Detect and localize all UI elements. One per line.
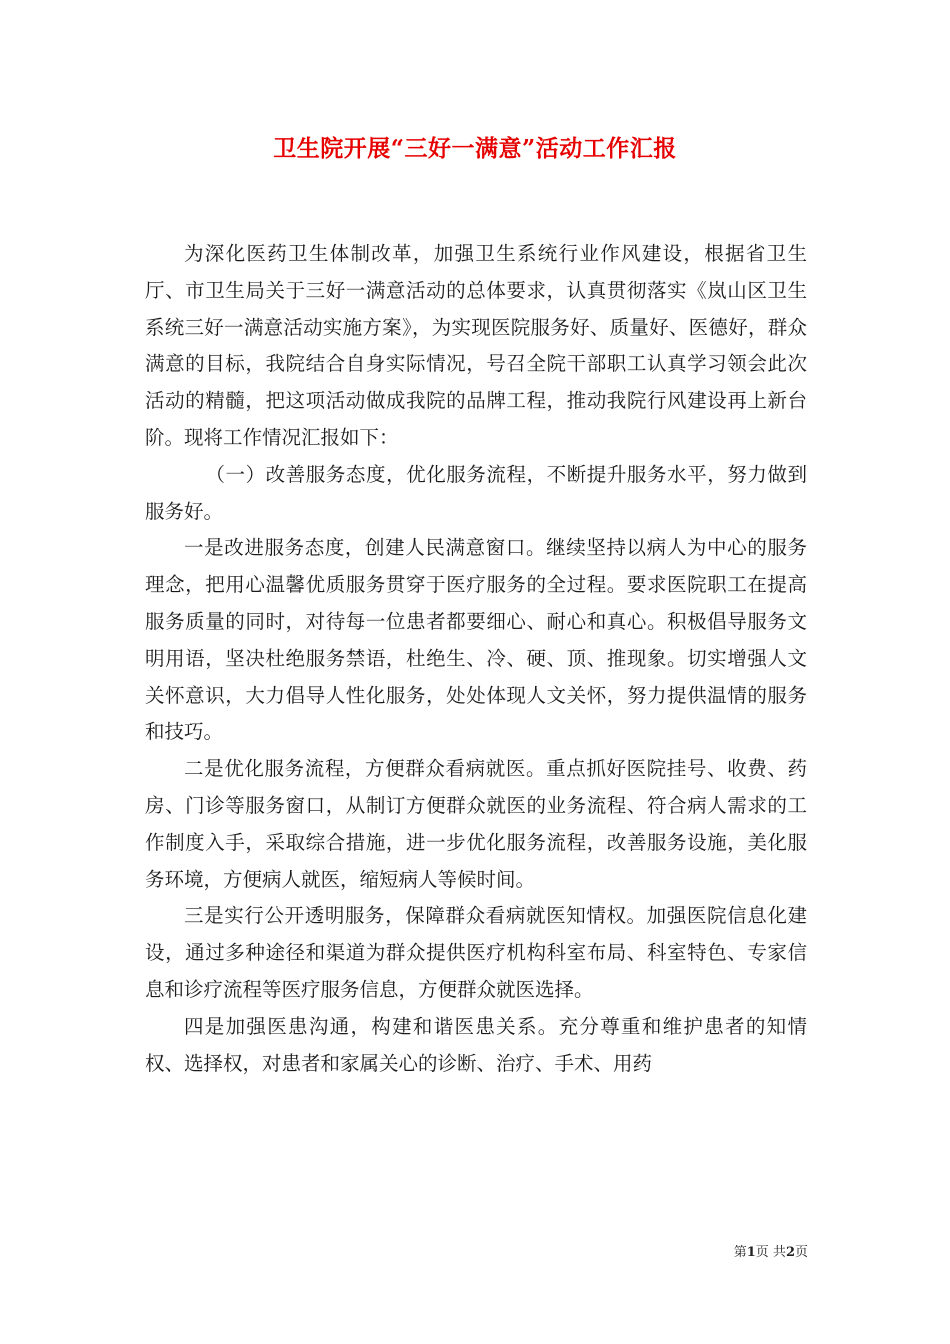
document-title: 卫生院开展“三好一满意”活动工作汇报 — [273, 135, 677, 162]
current-page-number: 1 — [746, 1245, 756, 1260]
footer-middle: 页 共 — [755, 1245, 786, 1260]
footer-suffix: 页 — [794, 1245, 808, 1260]
total-pages-number: 2 — [785, 1245, 795, 1260]
body-paragraph: 一是改进服务态度，创建人民满意窗口。继续坚持以病人为中心的服务理念，把用心温馨优质服务贯穿于医疗服务的全过程。要求医院职工在提高服务质量的同时，对待每一位患者都要细心、耐心和真心。积极倡导服务文明用语，坚决杜绝服务禁语，杜绝生、冷、硬、顶、推现象。切实增强人文关怀意识，大力倡导人性化服务，处处体现人文关怀，努力提供温情的服务和技巧。 — [145, 536, 807, 744]
footer-prefix: 第 — [733, 1245, 747, 1260]
body-paragraph: 四是加强医患沟通，构建和谐医患关系。充分尊重和维护患者的知情权、选择权，对患者和家属关心的诊断、治疗、手术、用药 — [145, 1014, 807, 1075]
body-paragraph: 二是优化服务流程，方便群众看病就医。重点抓好医院挂号、收费、药房、门诊等服务窗口，从制订方便群众就医的业务流程、符合病人需求的工作制度入手，采取综合措施，进一步优化服务流程，改善服务设施，美化服务环境，方便病人就医，缩短病人等候时间。 — [145, 757, 807, 891]
page-number-footer — [734, 1244, 808, 1262]
intro-paragraph: 为深化医药卫生体制改革，加强卫生系统行业作风建设，根据省卫生厅、市卫生局关于三好一满意活动的总体要求，认真贯彻落实《岚山区卫生系统三好一满意活动实施方案》，为实现医院服务好、质量好、医德好，群众满意的目标，我院结合自身实际情况，号召全院干部职工认真学习领会此次活动的精髓，把这项活动做成我院的品牌工程，推动我院行风建设再上新台阶。现将工作情况汇报如下： — [145, 242, 807, 449]
section-heading-1: （一）改善服务态度，优化服务流程，不断提升服务水平，努力做到服务好。 — [145, 462, 807, 523]
body-paragraph: 三是实行公开透明服务，保障群众看病就医知情权。加强医院信息化建设，通过多种途径和渠道为群众提供医疗机构科室布局、科室特色、专家信息和诊疗流程等医疗服务信息，方便群众就医选择。 — [145, 904, 807, 1001]
document-body — [145, 236, 807, 1082]
